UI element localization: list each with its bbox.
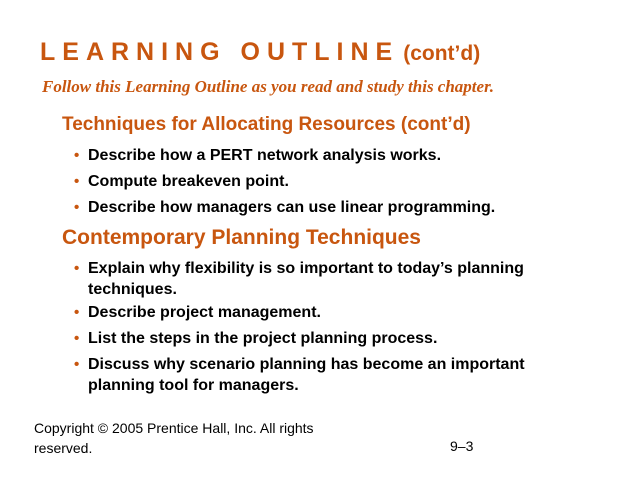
slide-title — [40, 38, 480, 67]
bullet-icon: • — [74, 356, 80, 373]
slide-title-text: LEARNING OUTLINE — [40, 38, 400, 66]
list-item — [74, 145, 594, 166]
list-item — [74, 258, 594, 300]
list-item — [74, 302, 594, 323]
list-item — [74, 197, 594, 218]
list-item-text: Compute breakeven point. — [88, 173, 289, 190]
list-item — [74, 171, 594, 192]
bullet-icon: • — [74, 199, 80, 216]
list-item — [74, 328, 594, 349]
bullet-icon: • — [74, 147, 80, 164]
slide-subtitle: Follow this Learning Outline as you read and study this chapter. — [42, 77, 495, 96]
slide-title-suffix: (cont’d) — [403, 42, 481, 65]
list-item-text: List the steps in the project planning process. — [88, 330, 438, 347]
list-item-text: Describe how managers can use linear programming. — [88, 199, 496, 216]
bullet-icon: • — [74, 304, 80, 321]
bullet-icon: • — [74, 330, 80, 347]
list-item-text: Describe how a PERT network analysis works. — [88, 147, 442, 164]
page-number: 9–3 — [450, 438, 474, 454]
copyright-notice: Copyright © 2005 Prentice Hall, Inc. All rights reserved. — [34, 420, 314, 456]
bullet-icon: • — [74, 173, 80, 190]
bullet-icon: • — [74, 260, 80, 277]
section-heading-contemporary-planning: Contemporary Planning Techniques — [62, 226, 421, 249]
list-item — [74, 354, 594, 396]
list-item-text: Discuss why scenario planning has become an important planning tool for managers. — [88, 356, 525, 394]
section-heading-allocating-resources: Techniques for Allocating Resources (cont’d) — [62, 114, 471, 135]
list-item-text: Explain why flexibility is so important to today’s planning techniques. — [88, 260, 524, 298]
list-item-text: Describe project management. — [88, 304, 321, 321]
